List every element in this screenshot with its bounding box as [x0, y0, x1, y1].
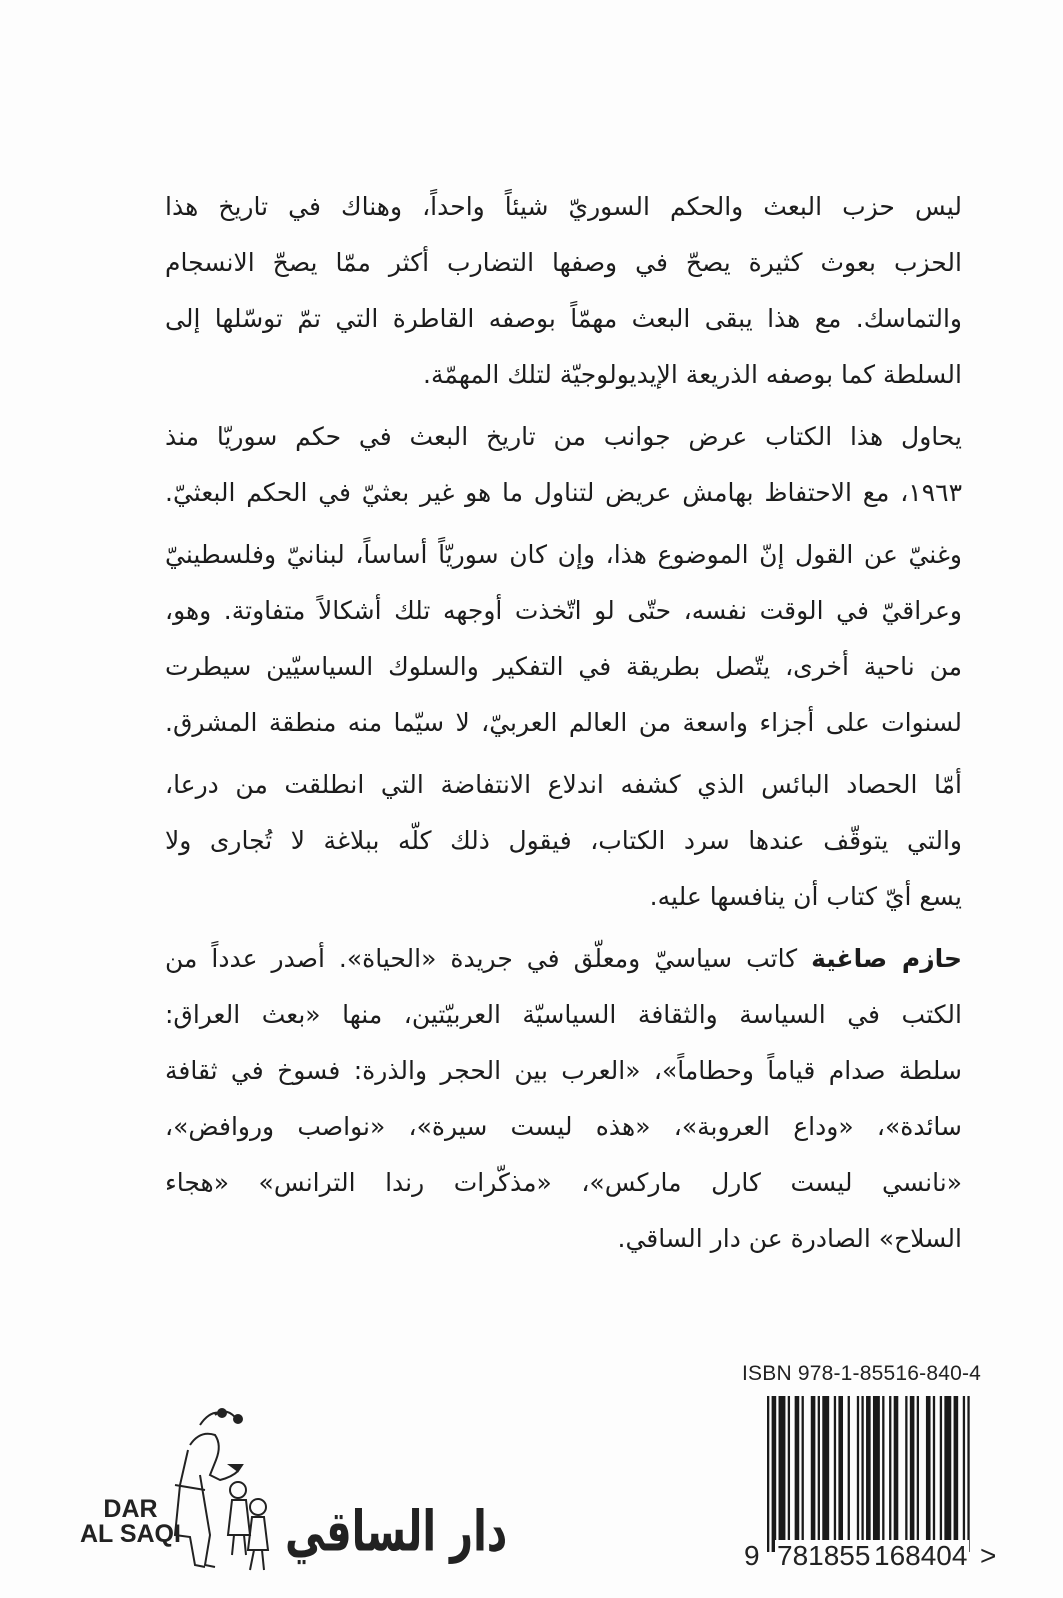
barcode-bar	[933, 1396, 935, 1552]
barcode-bar	[882, 1396, 884, 1552]
barcode-bar	[802, 1396, 804, 1552]
text-line: لسنوات على أجزاء واسعة من العالم العربيّ، لا سيّما منه منطقة المشرق.	[165, 708, 962, 737]
text-line: «نانسي ليست كارل ماركس»، «مذكّرات رندا الترانس» «هجاء	[165, 1168, 962, 1197]
barcode	[767, 1396, 972, 1552]
barcode-bar	[954, 1396, 959, 1552]
barcode-bar	[779, 1396, 786, 1552]
barcode-bar	[818, 1396, 820, 1552]
text-line: السلطة كما بوصفه الذريعة الإيديولوجيّة لتلك المهمّة.	[423, 360, 962, 389]
paragraph-3	[165, 527, 962, 751]
barcode-bar	[811, 1396, 816, 1552]
text-line: وعراقيّ في الوقت نفسه، حتّى لو اتّخذت أوجهه تلك أشكالاً متفاوتة. وهو،	[165, 596, 962, 625]
barcode-bar	[838, 1396, 843, 1552]
text-line: يسع أيّ كتاب أن ينافسها عليه.	[649, 882, 962, 911]
barcode-bar	[834, 1396, 836, 1552]
paragraph-4	[165, 757, 962, 925]
barcode-bar	[873, 1396, 880, 1552]
ean-right-digits: 168404	[874, 1540, 968, 1571]
logo-text-al-saqi: AL SAQI	[80, 1520, 181, 1548]
barcode-bar	[822, 1396, 829, 1552]
barcode-bar	[861, 1396, 863, 1552]
barcode-bar	[944, 1396, 951, 1552]
barcode-bar	[905, 1396, 907, 1552]
barcode-bar	[940, 1396, 942, 1552]
back-cover-blurb	[165, 179, 962, 1273]
text-line: أمّا الحصاد البائس الذي كشفه اندلاع الانتفاضة التي انطلقت من درعا،	[165, 770, 962, 799]
text-line: الكتب في السياسة والثقافة السياسيّة العربيّتين، منها «بعث العراق:	[165, 1000, 962, 1029]
barcode-bar	[894, 1396, 899, 1552]
author-name: حازم صاغية	[811, 944, 962, 973]
barcode-bar	[963, 1396, 965, 1552]
text-line: والتماسك. مع هذا يبقى البعث مهمّاً بوصفه القاطرة التي تمّ توسّلها إلى	[165, 304, 962, 333]
ean-arrow: >	[980, 1540, 997, 1571]
author-bio-first-line: كاتب سياسيّ ومعلّق في جريدة «الحياة». أصدر عدداً من	[165, 944, 812, 973]
barcode-bar	[848, 1396, 850, 1552]
paragraph-2	[165, 409, 962, 521]
text-line: الحزب بعوث كثيرة يصحّ في وصفها التضارب أكثر ممّا يصحّ الانسجام	[165, 248, 962, 277]
barcode-bar	[967, 1396, 969, 1552]
text-line: ١٩٦٣، مع الاحتفاظ بهامش عريض لتناول ما هو غير بعثيّ في الحكم البعثيّ.	[165, 478, 962, 507]
text-line: ليس حزب البعث والحكم السوريّ شيئاً واحداً، وهناك في تاريخ هذا	[165, 192, 962, 221]
ean-left-digits: 781855	[777, 1540, 871, 1571]
text-line: وغنيّ عن القول إنّ الموضوع هذا، وإن كان سوريّاً أساساً، لبنانيّ وفلسطينيّ	[165, 540, 962, 569]
barcode-bar	[772, 1396, 777, 1552]
logo-text-dar: DAR	[103, 1495, 158, 1523]
barcode-bar	[788, 1396, 790, 1552]
barcode-bar	[795, 1396, 800, 1552]
ean-first-digit: 9	[744, 1540, 760, 1571]
text-line: والتي يتوقّف عندها سرد الكتاب، فيقول ذلك كلّه ببلاغة لا تُجارى ولا	[165, 826, 962, 855]
barcode-bar	[857, 1396, 859, 1552]
publisher-logo-arabic: دار الساقي	[285, 1500, 508, 1565]
text-line: سلطة صدام قياماً وحطاماً»، «العرب بين الحجر والذرة: فسوخ في ثقافة	[165, 1056, 962, 1085]
text-line: سائدة»، «وداع العروبة»، «هذه ليست سيرة»، «نواصب وروافض»،	[165, 1112, 962, 1141]
author-bio	[165, 931, 962, 1267]
barcode-bar	[910, 1396, 915, 1552]
barcode-bar	[767, 1396, 769, 1552]
isbn-label: ISBN 978-1-85516-840-4	[742, 1362, 982, 1385]
text-line: يحاول هذا الكتاب عرض جوانب من تاريخ البعث في حكم سوريّا منذ	[165, 422, 962, 451]
barcode-bar	[889, 1396, 891, 1552]
paragraph-1	[165, 179, 962, 403]
text-line	[165, 931, 962, 987]
barcode-bar	[917, 1396, 919, 1552]
barcode-bar	[866, 1396, 871, 1552]
text-line: السلاح» الصادرة عن دار الساقي.	[617, 1224, 962, 1253]
saqi-figure-illustration-icon	[160, 1405, 280, 1575]
barcode-bar	[926, 1396, 931, 1552]
text-line: من ناحية أخرى، يتّصل بطريقة في التفكير والسلوك السياسيّين سيطرت	[165, 652, 962, 681]
